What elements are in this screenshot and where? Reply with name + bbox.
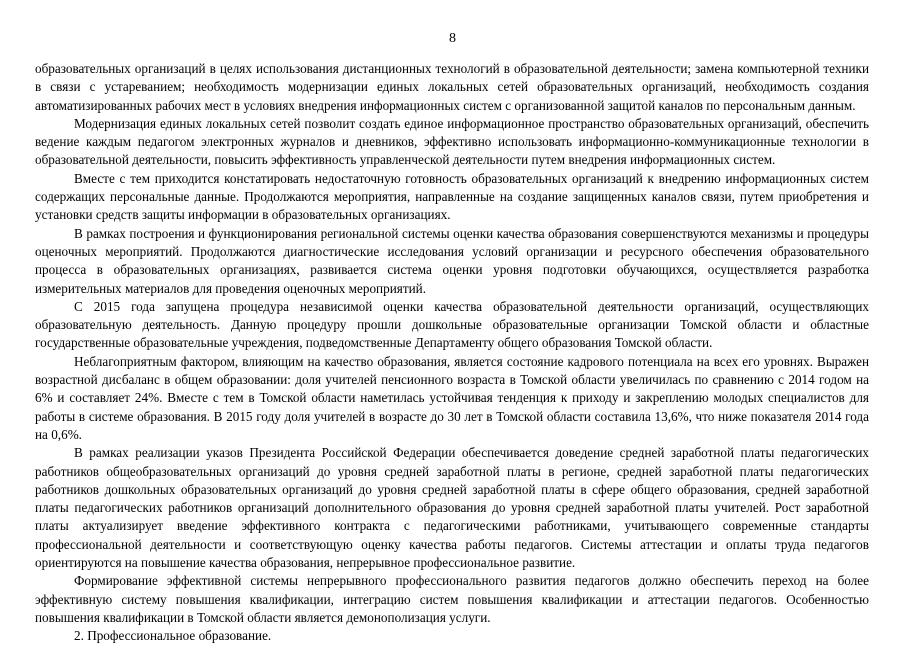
document-body bbox=[35, 60, 869, 646]
paragraph-quality-assessment: В рамках построения и функционирования региональной системы оценки качества образования совершенствуются механизмы и процедуры оценочных мероприятий. Продолжаются диагностические исследования условий организации и ресурсного обеспечения образовательного процесса в образовательных организациях, развивается система оценки уровня подготовки обучающихся, осуществляется разработка измерительных материалов для проведения оценочных мероприятий. bbox=[35, 225, 869, 296]
page-number: 8 bbox=[449, 31, 456, 46]
paragraph-personal-data-systems: Вместе с тем приходится констатировать недостаточную готовность образовательных организаций к внедрению информационных систем содержащих персональные данные. Продолжаются мероприятия, направленные на создание защищенных каналов связи, путем приобретения и установки средств защиты информации в образовательных организациях. bbox=[35, 170, 869, 223]
paragraph-professional-development: Формирование эффективной системы непрерывного профессионального развития педагогов должно обеспечить переход на более эффективную систему повышения квалификации, интеграцию систем повышения квалификации и аттестации педагогов. Особенностью повышения квалификации в Томской области является демонополизация услуги. bbox=[35, 573, 869, 625]
paragraph-salary-policy: В рамках реализации указов Президента Российской Федерации обеспечивается доведение средней заработной платы педагогических работников общеобразовательных организаций до уровня средней заработной платы в регионе, средней заработной платы педагогических работников дошкольных образовательных организаций до уровня средней заработной платы в сфере общего образования, средней заработной платы педагогических работников организаций дополнительного образования до уровня средней заработной платы учителей. Рост заработной платы актуализирует введение эффективного контракта с педагогическими работниками, учитывающего современные стандарты профессиональной деятельности и соответствующую оценку качества работы педагогов. Системы аттестации и оплаты труда педагогов ориентируются на повышение качества образования, непрерывное профессиональное развитие. bbox=[35, 445, 869, 571]
paragraph-network-modernization: Модернизация единых локальных сетей позволит создать единое информационное пространство образовательных организаций, обеспечить ведение каждым педагогом электронных журналов и дневников, эффективно использовать информационно-коммуникационные технологии в образовательной деятельности, повысить эффективность управленческой деятельности путем внедрения информационных систем. bbox=[35, 115, 869, 168]
paragraph-independent-evaluation: С 2015 года запущена процедура независимой оценки качества образовательной деятельности организаций, осуществляющих образовательную деятельность. Данную процедуру прошли дошкольные образовательные организации Томской области и областные государственные образовательные учреждения, подведомственные Департаменту общего образования Томской области. bbox=[35, 298, 869, 351]
paragraph-continuation: образовательных организаций в целях использования дистанционных технологий в образовательной деятельности; замена компьютерной техники в связи с устареванием; необходимость модернизации единых локальных сетей образовательных организаций, необходимость создания автоматизированных рабочих мест в условиях внедрения информационных систем с организованной защитой каналов по персональным данным. bbox=[35, 61, 869, 113]
section-heading-professional-education: 2. Профессиональное образование. bbox=[74, 628, 272, 644]
paragraph-staff-potential: Неблагоприятным фактором, влияющим на качество образования, является состояние кадрового потенциала на всех его уровнях. Выражен возрастной дисбаланс в общем образовании: доля учителей пенсионного возраста в Томской области увеличилась по сравнению с 2014 годом на 6% и составляет 24%. Вместе с тем в Томской области наметилась устойчивая тенденция к приходу и закреплению молодых специалистов для работы в системе образования. В 2015 году доля учителей в возрасте до 30 лет в Томской области составила 13,6%, что ниже показателя 2014 года на 0,6%. bbox=[35, 353, 869, 442]
